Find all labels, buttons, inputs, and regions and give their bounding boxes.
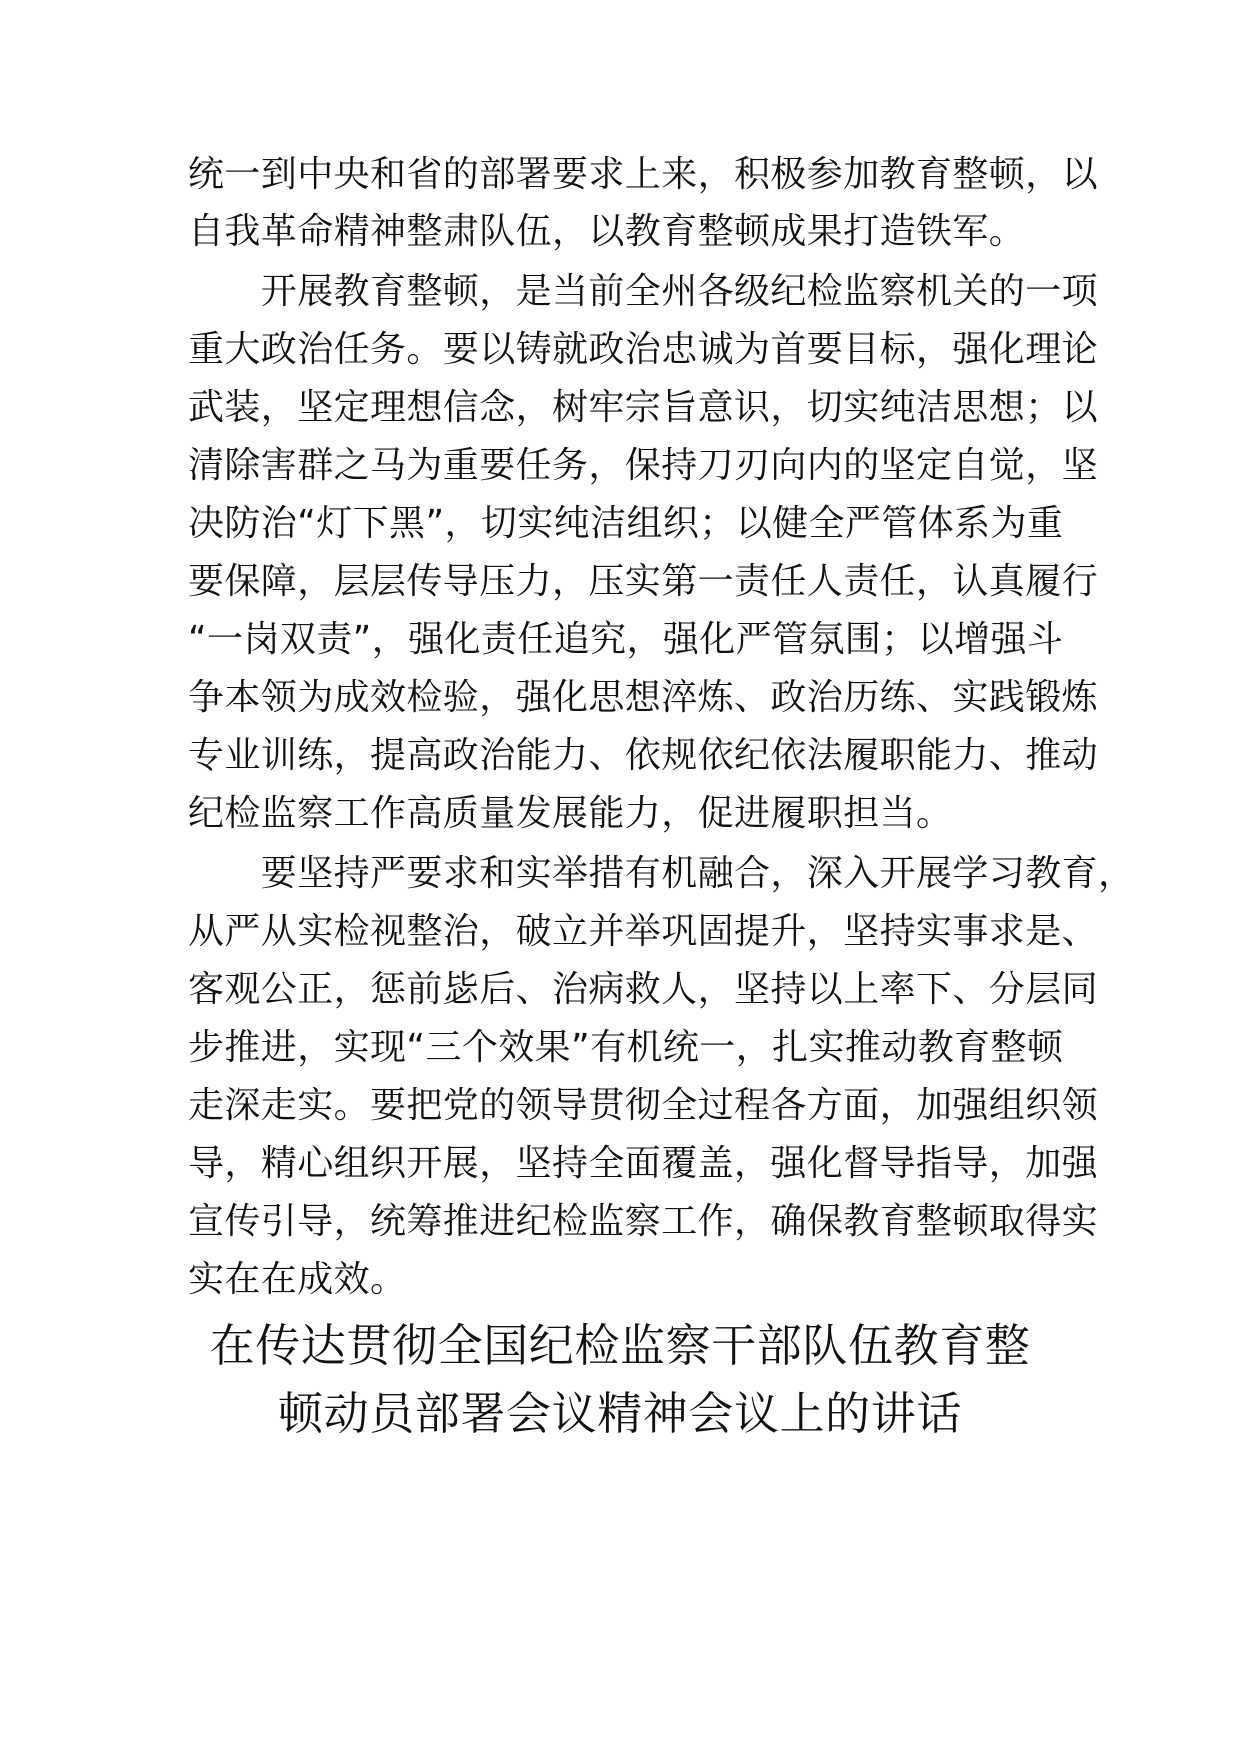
body-line: 要保障，层层传导压力，压实第一责任人责任，认真履行	[188, 561, 1099, 602]
body-line: 专业训练，提高政治能力、依规依纪依法履职能力、推动	[188, 735, 1099, 776]
body-line: 步推进，实现“三个效果”有机统一，扎实推动教育整顿	[188, 1027, 1064, 1068]
body-line: 要坚持严要求和实举措有机融合，深入开展学习教育，	[188, 853, 1135, 894]
body-line: 从严从实检视整治，破立并举巩固提升，坚持实事求是、	[188, 911, 1099, 952]
speech-title-line: 在传达贯彻全国纪检监察干部队伍教育整	[209, 1319, 1031, 1372]
body-line: 纪检监察工作高质量发展能力，促进履职担当。	[188, 793, 953, 834]
body-line: 决防治“灯下黑”，切实纯洁组织；以健全严管体系为重	[188, 503, 1064, 544]
body-line: 导，精心组织开展，坚持全面覆盖，强化督导指导，加强	[188, 1143, 1099, 1184]
body-line: 重大政治任务。要以铸就政治忠诚为首要目标，强化理论	[188, 329, 1099, 370]
body-line: 清除害群之马为重要任务，保持刀刃向内的坚定自觉，坚	[188, 445, 1099, 486]
body-line: 统一到中央和省的部署要求上来，积极参加教育整顿，以	[188, 154, 1099, 195]
body-line: 自我革命精神整肃队伍，以教育整顿成果打造铁军。	[188, 211, 1026, 252]
body-line: 宣传引导，统筹推进纪检监察工作，确保教育整顿取得实	[188, 1201, 1099, 1242]
body-line: 走深走实。要把党的领导贯彻全过程各方面，加强组织领	[188, 1085, 1099, 1126]
body-line: 开展教育整顿，是当前全州各级纪检监察机关的一项	[188, 271, 1099, 312]
body-line: 客观公正，惩前毖后、治病救人，坚持以上率下、分层同	[188, 969, 1099, 1010]
body-line: 武装，坚定理想信念，树牢宗旨意识，切实纯洁思想；以	[188, 387, 1099, 428]
speech-title-line: 顿动员部署会议精神会议上的讲话	[277, 1387, 962, 1440]
body-line: 争本领为成效检验，强化思想淬炼、政治历练、实践锻炼	[188, 677, 1099, 718]
body-line: 实在在成效。	[188, 1259, 407, 1300]
body-line: “一岗双责”，强化责任追究，强化严管氛围；以增强斗	[188, 619, 1064, 660]
